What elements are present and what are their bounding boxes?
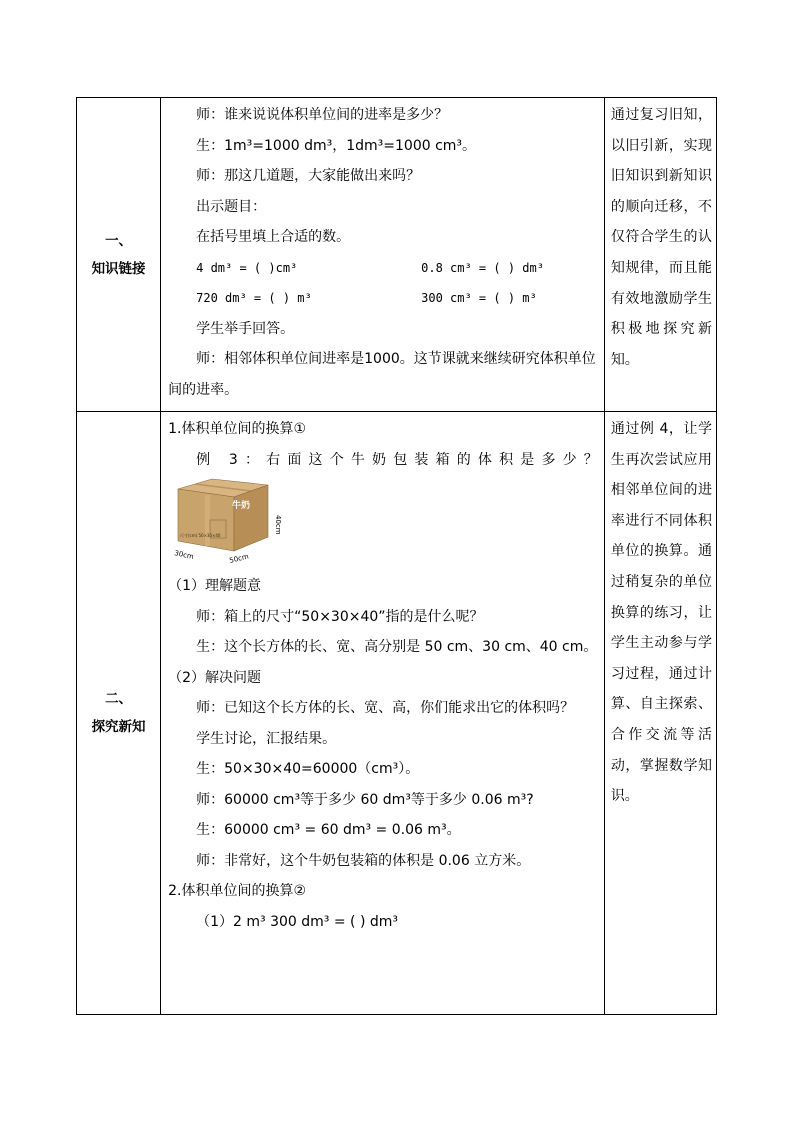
section-heading: 2.体积单位间的换算② (168, 883, 307, 899)
stage-name: 探究新知 (91, 719, 146, 735)
text-line: 师：箱上的尺寸“50×30×40”指的是什么呢？ (196, 608, 484, 625)
box-length-label: 50cm (228, 552, 250, 565)
box-width-label: 30cm (173, 549, 195, 562)
text-line: 师：那这几道题，大家能做出来吗？ (196, 168, 421, 184)
design-note: 通过例 4，让学生再次尝试应用相邻单位间的进率进行不同体积单位的换算。通过稍复杂的单位换算的练习，让学生主动参与学习过程，通过计算、自主探索、合作交流等活动，掌握数学知识。 (604, 412, 716, 1015)
exercise-item: 300 cm³ = ( ) m³ (421, 291, 537, 305)
exercise-item: 720 dm³ = ( ) m³ (196, 291, 312, 305)
text-line: 师：非常好，这个牛奶包装箱的体积是 0.06 立方米。 (196, 852, 531, 869)
text-line: 师：已知这个长方体的长、宽、高，你们能求出它的体积吗？ (196, 700, 575, 716)
text-line: 师：谁来说说体积单位间的进率是多少？ (196, 107, 449, 123)
sub-heading: （1）理解题意 (168, 578, 262, 594)
text-line: 出示题目： (196, 198, 267, 215)
text-line: 生：50×30×40=60000（cm³）。 (196, 761, 420, 777)
example-text: 例 3：右面这个牛奶包装箱的体积是多少？ (196, 451, 598, 468)
sub-heading: （2）解决问题 (168, 669, 262, 686)
milk-box-illustration (172, 475, 292, 567)
box-height-label: 40cm (274, 515, 283, 535)
stage-number: 二、 (105, 691, 133, 707)
stage-name: 知识链接 (91, 260, 146, 277)
section-heading: 1.体积单位间的换算① (168, 421, 307, 437)
lesson-plan (76, 97, 717, 1015)
text-line: 师：相邻体积单位间进率是1000。这节课就来继续研究体积单位间的进率。 (168, 351, 596, 398)
exercise-item: 0.8 cm³ = ( ) dm³ (421, 260, 544, 275)
design-note: 通过复习旧知，以旧引新，实现旧知识到新知识的顺向迁移，不仅符合学生的认知规律，而且能有效地激励学生积极地探究新知。 (604, 98, 716, 412)
content-cell (161, 412, 605, 1015)
exercise-row (168, 283, 598, 314)
text-line: 生：这个长方体的长、宽、高分别是 50 cm、30 cm、40 cm。 (196, 639, 598, 655)
exercise-item: （1）2 m³ 300 dm³ = ( ) dm³ (196, 913, 398, 930)
content-cell (161, 98, 605, 412)
text-line: 生：1m³=1000 dm³，1dm³=1000 cm³。 (196, 137, 477, 154)
stage-number: 一、 (105, 232, 133, 249)
text-line: 生：60000 cm³ = 60 dm³ = 0.06 m³。 (196, 822, 461, 838)
box-size-label: 尺寸(cm) 50×30×40 (180, 533, 221, 538)
text-line: 在括号里填上合适的数。 (196, 229, 351, 245)
table-row (77, 412, 717, 1015)
lesson-table (76, 97, 717, 1015)
table-row (77, 98, 717, 412)
stage-cell (77, 98, 161, 412)
milk-box-image (168, 475, 598, 571)
box-brand: 牛奶 (232, 501, 251, 511)
text-line: 学生讨论，汇报结果。 (196, 730, 337, 747)
text-line: 师：60000 cm³等于多少 60 dm³等于多少 0.06 m³? (196, 791, 534, 808)
stage-cell (77, 412, 161, 1015)
text-line: 学生举手回答。 (196, 320, 295, 337)
exercise-item: 4 dm³ = ( )cm³ (196, 260, 298, 275)
exercise-row (168, 253, 598, 284)
